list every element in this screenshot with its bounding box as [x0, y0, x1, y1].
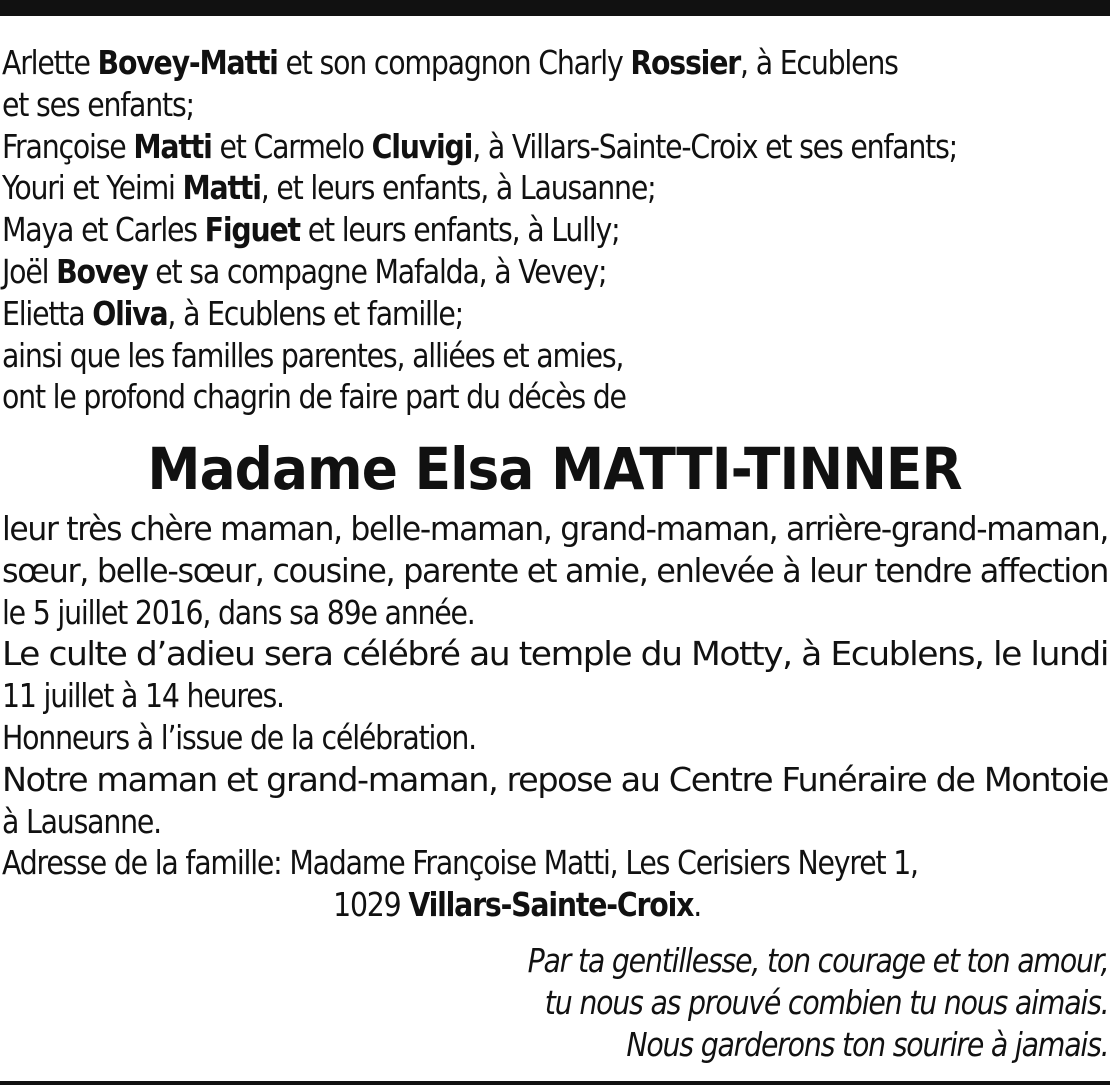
- surname: Bovey: [56, 251, 148, 291]
- family-line: [2, 126, 958, 168]
- bottom-rule: [0, 1081, 1110, 1085]
- address-name-street: Madame Françoise Matti, Les Cerisiers Neyret 1,: [289, 843, 918, 883]
- family-line: [2, 335, 953, 377]
- surname: Bovey-Matti: [97, 43, 278, 82]
- family-text: Elietta: [2, 293, 93, 333]
- family-text: et leurs enfants, à Lully;: [299, 210, 620, 250]
- relation-line-2: sœur, belle-sœur, cousine, parente et amie, enlevée à leur tendre affection: [2, 550, 1108, 590]
- closing-poem: [433, 940, 1109, 1065]
- surname: Rossier: [630, 43, 741, 82]
- address-postcode: 1029: [333, 885, 409, 925]
- address-end: .: [693, 885, 702, 925]
- family-text: et ses enfants;: [2, 84, 194, 124]
- poem-line-1: Par ta gentillesse, ton courage et ton amour,: [527, 941, 1108, 980]
- family-announcement: [2, 42, 958, 418]
- service-line-1: Le culte d’adieu sera célébré au temple du Motty, à Ecublens, le lundi: [2, 634, 1108, 674]
- rest-line-1: Notre maman et grand-maman, repose au Centre Funéraire de Montoie: [2, 759, 1109, 799]
- notice-body: [2, 508, 1108, 926]
- surname: Cluvigi: [371, 126, 473, 166]
- family-text: Arlette: [2, 43, 98, 82]
- address-line-2: [2, 884, 953, 926]
- family-text: Maya et Carles: [2, 210, 205, 250]
- honours-line: Honneurs à l’issue de la célébration.: [2, 717, 476, 757]
- deceased-name: Madame Elsa MATTI-TINNER: [147, 435, 963, 503]
- family-text: ont le profond chagrin de faire part du décès de: [2, 377, 626, 417]
- address-line-1: [2, 842, 953, 884]
- family-text: , et leurs enfants, à Lausanne;: [260, 168, 656, 208]
- rest-line-2: à Lausanne.: [2, 801, 161, 841]
- family-text: et son compagnon Charly: [277, 43, 631, 82]
- family-text: Youri et Yeimi: [2, 168, 183, 208]
- surname: Matti: [182, 168, 261, 208]
- date-line: le 5 juillet 2016, dans sa 89e année.: [2, 592, 475, 632]
- surname: Oliva: [92, 293, 168, 333]
- poem-line-3: Nous garderons ton sourire à jamais.: [625, 1024, 1108, 1064]
- family-line: [2, 251, 953, 293]
- family-text: , à Ecublens et famille;: [167, 293, 463, 333]
- family-text: Françoise: [2, 126, 134, 166]
- service-line-2: 11 juillet à 14 heures.: [2, 676, 284, 716]
- family-text: et sa compagne Mafalda, à Vevey;: [147, 251, 607, 291]
- family-line: [2, 376, 953, 418]
- family-text: , à Ecublens: [740, 43, 898, 82]
- family-text: ainsi que les familles parentes, alliées et amies,: [2, 335, 624, 375]
- family-line: [2, 293, 953, 335]
- top-rule: [0, 0, 1110, 16]
- family-line: [2, 42, 953, 84]
- address-label: Adresse de la famille:: [2, 843, 290, 883]
- family-line: [2, 209, 953, 251]
- family-text: , à Villars-Sainte-Croix et ses enfants;: [472, 126, 958, 166]
- family-text: Joël: [2, 251, 57, 291]
- family-line: [2, 167, 953, 209]
- family-text: et Carmelo: [211, 126, 372, 166]
- relation-line-1: leur très chère maman, belle-maman, grand-maman, arrière-grand-maman,: [2, 509, 1108, 548]
- surname: Matti: [133, 126, 212, 166]
- family-line: [2, 84, 953, 126]
- surname: Figuet: [204, 210, 300, 250]
- poem-line-2: tu nous as prouvé combien tu nous aimais.: [544, 982, 1108, 1022]
- address-town: Villars-Sainte-Croix: [408, 885, 694, 925]
